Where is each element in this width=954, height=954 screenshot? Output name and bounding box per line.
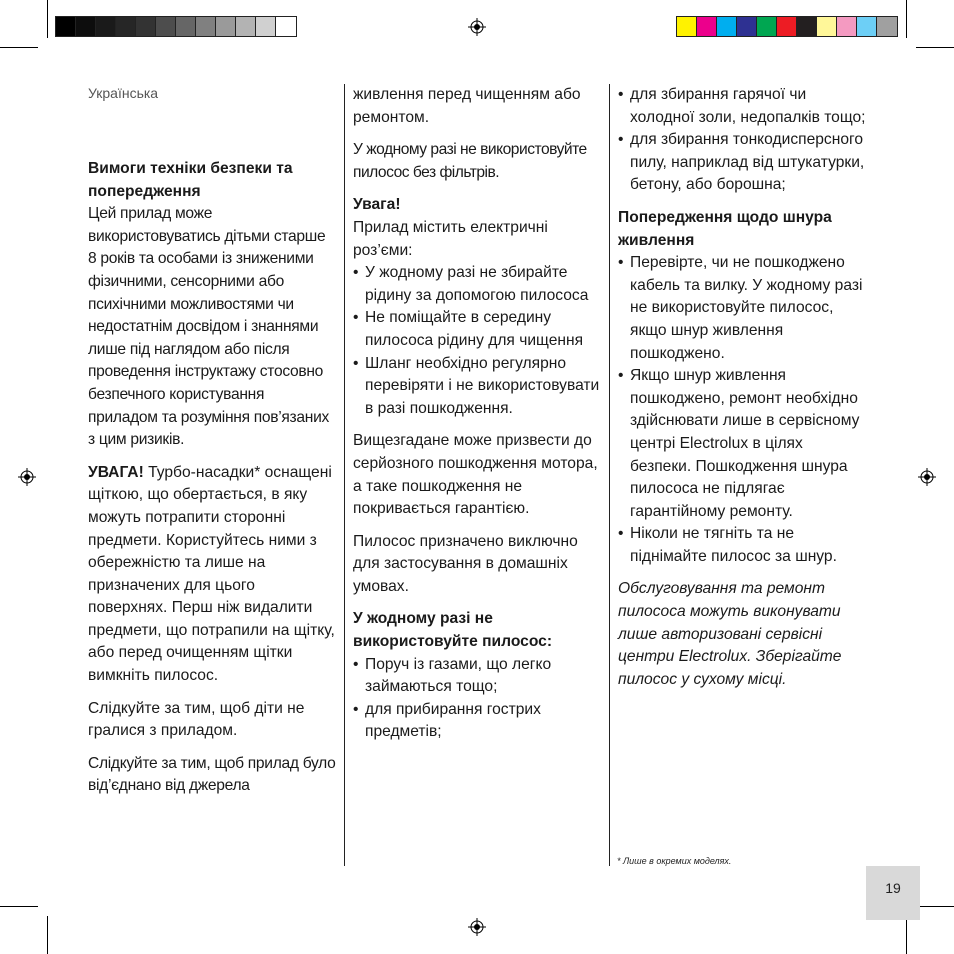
never-use-list-continued: [618, 84, 868, 197]
column-1: [88, 158, 336, 808]
disconnect-continued: живлення перед чищенням або ремонтом.: [353, 86, 581, 126]
crop-mark: [47, 0, 48, 38]
grayscale-bar: [55, 16, 297, 37]
list-item: • для збирання гарячої чи холодної золи, недопалків тощо;: [618, 84, 868, 129]
crop-mark: [916, 906, 954, 907]
color-swatch: [697, 17, 717, 36]
color-bar: [676, 16, 898, 37]
color-swatch: [56, 17, 76, 36]
warning-text: Турбо-насадки* оснащені щіткою, що обертається, в яку можуть потрапити сторонні предмети. Користуйтесь ними з обережністю та лише на призначених для цього поверхнях. Перш ніж видалити предмети, що потрапили на щітку, або перед очищенням щітки вимкніть пилосос.: [88, 463, 335, 685]
crop-mark: [906, 916, 907, 954]
attention-heading: Увага!: [353, 196, 401, 214]
column-3: [618, 84, 868, 701]
list-item: • для збирання тонкодисперсного пилу, наприклад від штукатурки, бетону, або борошна;: [618, 129, 868, 197]
color-swatch: [156, 17, 176, 36]
household-paragraph: Пилосос призначено виключно для застосування в домашніх умовах.: [353, 532, 578, 595]
list-item: • У жодному разі не збирайте рідину за допомогою пилососа: [353, 262, 603, 307]
never-use-heading: У жодному разі не використовуйте пилосос:: [353, 610, 553, 651]
color-swatch: [857, 17, 877, 36]
color-swatch: [76, 17, 96, 36]
crop-mark: [0, 906, 38, 907]
column-divider: [609, 84, 610, 866]
registration-mark-icon: [918, 468, 936, 486]
color-swatch: [817, 17, 837, 36]
connector-list: [353, 262, 603, 420]
damage-paragraph: Вищезгадане може призвести до серйозного пошкодження мотора, а таке пошкодження не покривається гарантією.: [353, 432, 598, 518]
color-swatch: [777, 17, 797, 36]
crop-mark: [916, 47, 954, 48]
color-swatch: [196, 17, 216, 36]
cord-heading: Попередження щодо шнура живлення: [618, 208, 832, 249]
color-swatch: [176, 17, 196, 36]
service-note: Обслуговування та ремонт пилососа можуть виконувати лише авторизовані сервісні центри Electrolux. Зберігайте пилосос у сухому місці.: [618, 580, 842, 688]
language-label: Українська: [88, 85, 159, 101]
color-swatch: [837, 17, 857, 36]
cord-list: [618, 252, 868, 568]
safety-heading: Вимоги техніки безпеки та попередження: [88, 160, 293, 200]
list-item: • Не поміщайте в середину пилососа рідину для чищення: [353, 307, 603, 352]
crop-mark: [0, 47, 38, 48]
filter-warning: У жодному разі не використовуйте пилосос без фільтрів.: [353, 141, 587, 181]
color-swatch: [276, 17, 296, 36]
warning-label: УВАГА!: [88, 463, 144, 481]
page-number-box: [866, 866, 920, 920]
color-swatch: [757, 17, 777, 36]
color-swatch: [216, 17, 236, 36]
list-item: • Шланг необхідно регулярно перевіряти і не використовувати в разі пошкодження.: [353, 353, 603, 421]
disconnect-paragraph: Слідкуйте за тим, щоб прилад було від’єднано від джерела: [88, 754, 336, 795]
color-swatch: [717, 17, 737, 36]
children-paragraph: Цей прилад може використовуватись дітьми старше 8 років та особами із зниженими фізичними, сенсорними або психічними можливостями чи недостатнім досвідом і знаннями лише під наглядом або після проведення інструктажу стосовно безпечного користування приладом та розуміння пов’язаних з цим ризиків.: [88, 205, 329, 449]
color-swatch: [116, 17, 136, 36]
attention-text: Прилад містить електричні роз’єми:: [353, 218, 548, 259]
crop-mark: [906, 0, 907, 38]
color-swatch: [877, 17, 897, 36]
list-item: • Поруч із газами, що легко займаються тощо;: [353, 654, 603, 699]
registration-mark-icon: [468, 918, 486, 936]
page-number: 19: [885, 880, 901, 896]
never-use-list: [353, 654, 603, 744]
children-play-paragraph: Слідкуйте за тим, щоб діти не гралися з приладом.: [88, 699, 305, 740]
list-item: • Ніколи не тягніть та не піднімайте пилосос за шнур.: [618, 523, 868, 568]
list-item: • для прибирання гострих предметів;: [353, 699, 603, 744]
registration-mark-icon: [18, 468, 36, 486]
list-item: • Якщо шнур живлення пошкоджено, ремонт необхідно здійснювати лише в сервісному центрі Electrolux в цілях безпеки. Пошкодження шнура пилососа не підлягає гарантійному ремонту.: [618, 365, 868, 523]
column-divider: [344, 84, 345, 866]
color-swatch: [236, 17, 256, 36]
warning-paragraph: [88, 462, 336, 688]
color-swatch: [256, 17, 276, 36]
crop-mark: [47, 916, 48, 954]
column-2: [353, 84, 603, 754]
color-swatch: [677, 17, 697, 36]
color-swatch: [797, 17, 817, 36]
color-swatch: [96, 17, 116, 36]
color-swatch: [737, 17, 757, 36]
list-item: • Перевірте, чи не пошкоджено кабель та вилку. У жодному разі не використовуйте пилосос, якщо шнур живлення пошкоджено.: [618, 252, 868, 365]
footnote: * Лише в окремих моделях.: [617, 856, 732, 866]
registration-mark-icon: [468, 18, 486, 36]
color-swatch: [136, 17, 156, 36]
